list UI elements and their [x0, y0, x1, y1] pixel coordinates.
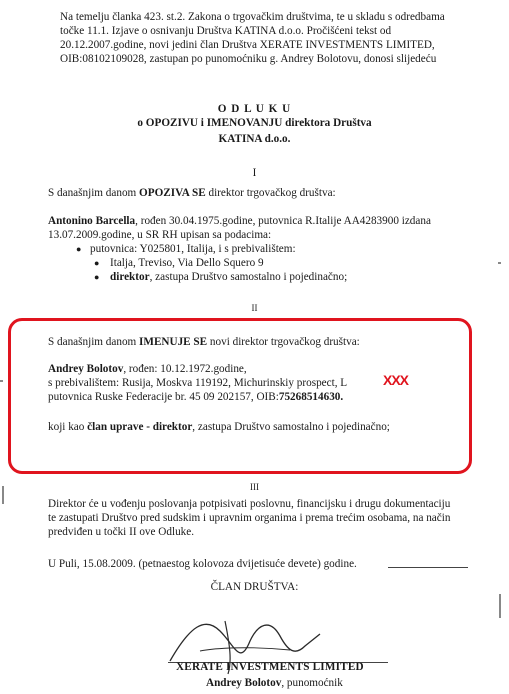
section-2-person-line-3: putovnica Ruske Federacije br. 45 09 202157, OIB:75268514630. — [48, 391, 344, 403]
section-3-line-2: te zastupati Društvo pred sudskim i upravnim organima i prema trećim osobama, na način — [48, 512, 451, 524]
section-3-line-3: predviđen u točki II ove Odluke. — [48, 526, 195, 538]
section-3-line-1: Direktor će u vođenju poslovanja potpisivati poslovnu, financijsku i drugu dokumentaciju — [48, 498, 451, 510]
dashed-line — [388, 567, 468, 568]
section-1-numeral: I — [252, 167, 257, 179]
company-name: KATINA d.o.o. — [218, 133, 291, 145]
bullet-dot: ● — [94, 272, 100, 282]
section-2-lead: S današnjim danom IMENUJE SE novi direktor trgovačkog društva: — [48, 336, 360, 348]
section-1-person-line-2: 13.07.2009.godine, u SR RH upisan sa podacima: — [48, 229, 272, 241]
section-3-numeral: III — [250, 482, 259, 492]
intro-line-3: 20.12.2007.godine, novi jedini član Društva XERATE INVESTMENTS LIMITED, — [60, 39, 435, 51]
redaction-mark: XXX — [383, 372, 409, 388]
signature-company: XERATE INVESTMENTS LIMITED — [176, 661, 364, 673]
signature-signer: Andrey Bolotov, punomoćnik — [206, 677, 343, 689]
place-date: U Puli, 15.08.2009. (petnaestog kolovoza dvijetisuće devete) godine. — [48, 558, 357, 570]
scan-mark — [2, 486, 4, 504]
bullet-item-1: putovnica: Y025801, Italija, i s prebivalištem: — [90, 243, 296, 255]
scan-mark — [0, 380, 3, 382]
section-2-person-line-2: s prebivalištem: Rusija, Moskva 119192, Michurinskiy prospect, L — [48, 377, 348, 389]
section-2-numeral: II — [251, 303, 258, 313]
section-1-lead: S današnjim danom OPOZIVA SE direktor trgovačkog društva: — [48, 187, 336, 199]
bullet-item-2: Italja, Treviso, Via Dello Squero 9 — [110, 257, 264, 269]
scan-mark — [499, 594, 501, 618]
document-subtitle: o OPOZIVU i IMENOVANJU direktora Društva — [137, 117, 372, 129]
section-2-role-line: koji kao član uprave - direktor, zastupa Društvo samostalno i pojedinačno; — [48, 421, 390, 433]
bullet-dot: ● — [94, 258, 100, 268]
intro-line-2: točke 11.1. Izjave o osnivanju Društva KATINA d.o.o. Pročišćeni tekst od — [60, 25, 392, 37]
document-title: O D L U K U — [217, 103, 292, 115]
member-heading: ČLAN DRUŠTVA: — [210, 581, 299, 593]
scan-mark — [498, 262, 501, 264]
bullet-dot: ● — [76, 244, 82, 254]
bullet-item-3: direktor, zastupa Društvo samostalno i pojedinačno; — [110, 271, 348, 283]
section-1-person-line-1: Antonino Barcella, rođen 30.04.1975.godine, putovnica R.Italije AA4283900 izdana — [48, 215, 431, 227]
section-2-person-line-1: Andrey Bolotov, rođen: 10.12.1972.godine, — [48, 363, 247, 375]
intro-line-1: Na temelju članka 423. st.2. Zakona o trgovačkim društvima, te u skladu s odredbama — [60, 11, 445, 23]
intro-line-4: OIB:08102109028, zastupan po punomoćniku g. Andrey Bolotovu, donosi slijedeću — [60, 53, 437, 65]
